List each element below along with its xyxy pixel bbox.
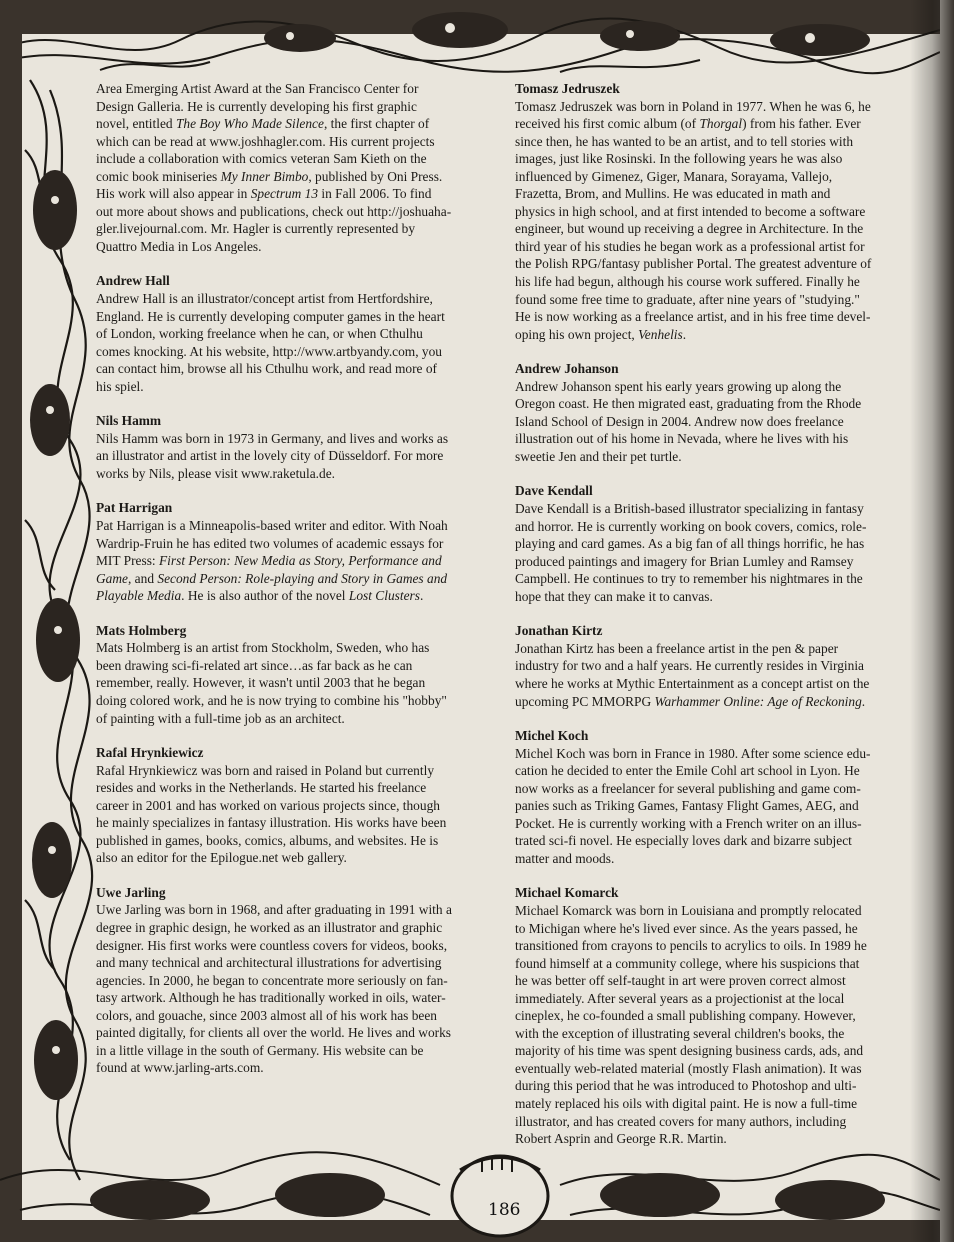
- bio-entry: [515, 727, 907, 867]
- bio-entry: [515, 884, 907, 1147]
- bio-entry: [96, 622, 484, 727]
- bio-text: Michel Koch was born in France in 1980. After some science edu- cation he decided to enter the Emile Cohl art school in Lyon. He now works as a freelancer for several publishing and game com- panies such as Triking Games, Fantasy Flight Games, AEG, and Pocket. He is currently working with a French writer on an illus- trated sci-fi novel. He especially loves dark and bizarre subject matter and moods.: [515, 745, 871, 866]
- bio-entry: [515, 622, 907, 710]
- bio-entry: [515, 80, 907, 343]
- bio-name: Rafal Hrynkiewicz: [96, 745, 204, 761]
- bio-entry: [96, 884, 484, 1077]
- bio-text: Andrew Johanson spent his early years growing up along the Oregon coast. He then migrated east, graduating from the Rhode Island School of Design in 2004. Andrew now does freelance illustration out of his home in Nevada, where he lives with his sweetie Jen and their pet turtle.: [515, 378, 862, 464]
- bio-text: Andrew Hall is an illustrator/concept artist from Hertfordshire, England. He is currently developing computer games in the heart of London, working freelance when he can, or when Cthulhu comes knocking. At his website, http://www.artbyandy.com, you can contact him, browse all his Cthulhu work, and read more of his spiel.: [96, 291, 445, 394]
- bio-entry: [96, 499, 484, 604]
- ornamental-top-border: [0, 0, 940, 80]
- right-column: [515, 80, 907, 1165]
- bio-text: Pat Harrigan is a Minneapolis-based writer and editor. With Noah Wardrip-Fruin he has edited two volumes of academic essays for MIT Press: First Person: New Media as Story, Performance and Game, and Second Person: Role-playing and Story in Games and Playable Media. He is also author of the novel Lost Clusters.: [96, 518, 448, 604]
- bio-name: Jonathan Kirtz: [515, 623, 603, 639]
- bio-name: Nils Hamm: [96, 413, 162, 429]
- bio-entry: [96, 272, 484, 395]
- bio-name: Michel Koch: [515, 728, 589, 744]
- bio-name: Michael Komarck: [515, 885, 619, 901]
- book-spine-shadow: [910, 0, 954, 1242]
- intro-text: Area Emerging Artist Award at the San Francisco Center for Design Galleria. He is currently developing his first graphic novel, entitled The Boy Who Made Silence, the first chapter of which can be read at www.joshhagler.com. His current projects include a collaboration with comics veteran Sam Kieth on the comic book miniseries My Inner Bimbo, published by Oni Press. His work will also appear in Spectrum 13 in Fall 2006. To find out more about shows and publications, check out http://joshuaha- gler.livejournal.com. Mr. Hagler is currently represented by Quattro Media in Los Angeles.: [96, 81, 452, 254]
- bio-entry: [515, 360, 907, 465]
- bio-name: Uwe Jarling: [96, 884, 166, 900]
- intro-paragraph: [96, 80, 484, 255]
- bio-entry: [96, 412, 484, 482]
- bio-name: Andrew Johanson: [515, 361, 619, 377]
- bio-name: Mats Holmberg: [96, 622, 187, 638]
- bio-name: Dave Kendall: [515, 483, 593, 499]
- left-column: [96, 80, 484, 1094]
- bio-name: Andrew Hall: [96, 273, 170, 289]
- page-number: 186: [488, 1200, 521, 1220]
- bio-name: Pat Harrigan: [96, 500, 173, 516]
- ornamental-left-border: [0, 0, 95, 1242]
- bio-text: Dave Kendall is a British-based illustrator specializing in fantasy and horror. He is currently working on book covers, comics, role- playing and card games. As a big fan of all things horrific, he has produced paintings and imagery for Brian Lumley and Ramsey Campbell. He continues to try to remember his nightmares in the hope that they can make it to canvas.: [515, 501, 867, 604]
- bio-text: Rafal Hrynkiewicz was born and raised in Poland but currently resides and works in the Netherlands. He started his freelance career in 2001 and has worked on various projects since, though he mainly specializes in fantasy illustration. His works have been published in games, books, comics, albums, and websites. He is also an editor for the Epilogue.net web gallery.: [96, 762, 447, 866]
- bio-text: Uwe Jarling was born in 1968, and after graduating in 1991 with a degree in graphic design, he worked as an illustrator and graphic designer. His first works were countless covers for videos, books, and many technical and architectural illustrations for advertising agencies. In 2000, he began to concentrate more seriously on fan- tasy artwork. Although he has traditionally worked in oils, water- colors, and gouache, since 2003 almost all of his work has been painted digitally, for clients all over the world. He lives and works in a little village in the south of Germany. His website can be found at www.jarling-arts.com.: [96, 902, 452, 1076]
- bio-text: Nils Hamm was born in 1973 in Germany, and lives and works as an illustrator and artist in the lovely city of Düsseldorf. For more works by Nils, please visit www.raketula.de.: [96, 430, 449, 481]
- bio-name: Tomasz Jedruszek: [515, 81, 620, 96]
- bio-text: Tomasz Jedruszek was born in Poland in 1977. When he was 6, he received his first comic album (of Thorgal) from his father. Ever since then, he has wanted to be an artist, and to tell stories with images, just like Rosinski. In the following years he was also influenced by Gimenez, Giger, Manara, Sorayama, Vallejo, Frazetta, Brom, and Mullins. He was educated in math and physics in high school, and at first intended to become a software engineer, but wound up receiving a degree in Architecture. In the third year of his studies he began work as a professional artist for the Polish RPG/fantasy publisher Portal. The greatest adventure of his life had begun, although his course work suffered. Finally he found some free time to graduate, after nine years of "studying." He is now working as a freelance artist, and in his free time devel- oping his own project, Venhelis.: [515, 98, 872, 342]
- bio-entry: [96, 744, 484, 867]
- bio-text: Michael Komarck was born in Louisiana and promptly relocated to Michigan where he's lived ever since. As the years passed, he transitioned from crayons to pencils to acrylics to oils. In 1989 he found himself at a community college, where his suspicions that he was better off self-taught in art were proven correct almost immediately. After several years as a projectionist at the local cineplex, he co-founded a small publishing company. However, with the exception of illustrating several children's books, the majority of his time was spent designing business cards, ads, and eventually web-related material (mostly Flash animation). It was during this period that he was introduced to Photoshop and ulti- mately replaced his oils with digital paint. He is now a full-time illustrator, and has created covers for many authors, including Robert Asprin and George R.R. Martin.: [515, 902, 867, 1147]
- bio-text: Jonathan Kirtz has been a freelance artist in the pen & paper industry for two and a half years. He currently resides in Virginia where he works at Mythic Entertainment as a concept artist on the upcoming PC MMORPG Warhammer Online: Age of Reckoning.: [515, 640, 870, 709]
- bio-text: Mats Holmberg is an artist from Stockholm, Sweden, who has been drawing sci-fi-related art since…as far back as he can remember, really. However, it wasn't until 2003 that he began doing colored work, and he is now trying to combine his "hobby" of painting with a full-time job as an architect.: [96, 640, 447, 726]
- bio-entry: [515, 482, 907, 605]
